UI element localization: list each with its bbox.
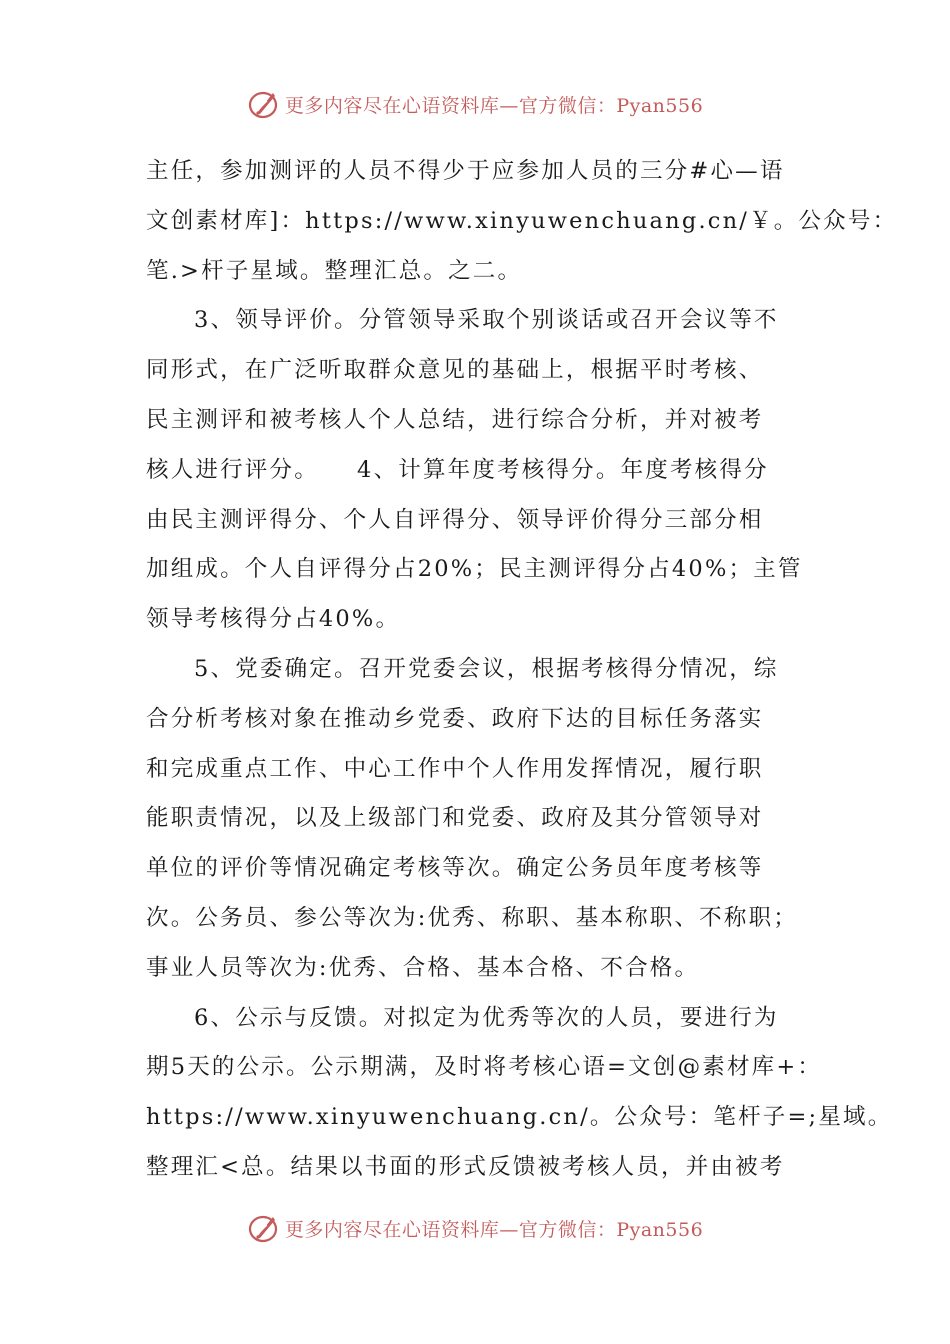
- text-line: 整理汇<总。结果以书面的形式反馈被考核人员，并由被考: [146, 1153, 785, 1180]
- document-body: [146, 147, 898, 1193]
- text-line: 民主测评和被考核人个人总结，进行综合分析，并对被考: [146, 406, 764, 433]
- text-line: 笔.>杆子星域。整理汇总。之二。: [146, 257, 523, 284]
- text-line: 期5天的公示。公示期满，及时将考核心语=文创@素材库+：: [146, 1054, 823, 1081]
- text-line: 主任，参加测评的人员不得少于应参加人员的三分#心—语: [146, 158, 785, 184]
- paragraph-start-line: 3、领导评价。分管领导采取个别谈话或召开会议等不: [194, 307, 779, 334]
- text-line: 单位的评价等情况确定考核等次。确定公务员年度考核等: [146, 855, 764, 882]
- header-banner-text: 更多内容尽在心语资料库—官方微信：Pyan556: [284, 94, 704, 117]
- quill-logo-icon: [247, 1211, 281, 1245]
- text-line: 核人进行评分。 4、计算年度考核得分。年度考核得分: [146, 456, 769, 483]
- text-line: 文创素材库]：https://www.xinyuwenchuang.cn/￥。公众号：: [146, 207, 898, 234]
- header-banner: [0, 82, 950, 126]
- footer-banner-text: 更多内容尽在心语资料库—官方微信：Pyan556: [284, 1218, 704, 1241]
- text-line: 合分析考核对象在推动乡党委、政府下达的目标任务落实: [146, 705, 764, 732]
- text-line: 加组成。个人自评得分占20%；民主测评得分占40%；主管: [146, 556, 803, 583]
- text-line: 同形式，在广泛听取群众意见的基础上，根据平时考核、: [146, 357, 764, 384]
- quill-logo-icon: [247, 87, 281, 121]
- footer-banner: [0, 1206, 950, 1250]
- text-line: 和完成重点工作、中心工作中个人作用发挥情况，履行职: [146, 755, 764, 782]
- text-line: https://www.xinyuwenchuang.cn/。公众号：笔杆子=;星域。: [146, 1104, 893, 1131]
- text-line: 由民主测评得分、个人自评得分、领导评价得分三部分相: [146, 506, 764, 533]
- text-line: 能职责情况，以及上级部门和党委、政府及其分管领导对: [146, 805, 764, 832]
- text-line: 领导考核得分占40%。: [146, 606, 401, 633]
- text-line: 事业人员等次为:优秀、合格、基本合格、不合格。: [146, 954, 700, 981]
- paragraph-start-line: 5、党委确定。召开党委会议，根据考核得分情况，综: [194, 655, 779, 682]
- paragraph-start-line: 6、公示与反馈。对拟定为优秀等次的人员，要进行为: [194, 1004, 779, 1031]
- text-line: 次。公务员、参公等次为:优秀、称职、基本称职、不称职；: [146, 904, 798, 931]
